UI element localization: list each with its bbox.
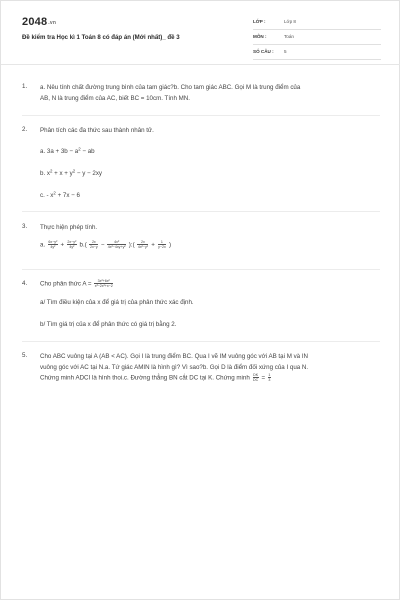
fraction-denominator: 4x²−4xy+y²	[107, 245, 126, 250]
question-number: 3.	[22, 223, 28, 230]
question-text: Thực hiện phép tính.	[40, 224, 98, 231]
operator: +	[60, 241, 65, 249]
fraction	[158, 240, 167, 250]
meta-key-count: SỐ CÂU :	[253, 49, 274, 54]
logo-suffix-text: .vn	[48, 20, 57, 26]
question-line: vuông góc với AC tại N.a. Tứ giác AMIN là hình gì? Vì sao?b. Gọi D là điểm đối xứng của I qua N.	[40, 363, 309, 371]
part-a	[40, 148, 95, 155]
meta-key-subject: MÔN :	[253, 34, 267, 39]
part-b-label: b.	[79, 241, 85, 249]
divider	[22, 115, 380, 116]
operator: +	[151, 241, 155, 249]
fraction	[48, 240, 58, 250]
fraction-numerator: 1	[158, 240, 167, 245]
fraction	[137, 240, 148, 250]
paren: (	[84, 241, 87, 249]
part-ab-formulas	[40, 240, 171, 250]
fraction	[89, 240, 98, 250]
fraction	[67, 240, 77, 250]
exponent: 2	[78, 146, 81, 152]
part-b-text: b. x	[40, 170, 50, 177]
part-c-tail: + 7x − 6	[55, 192, 80, 199]
question-text: Phân tích các đa thức sau thành nhân tử.	[40, 127, 154, 134]
meta-value-count: 5	[284, 49, 287, 54]
question-line: AB, N là trung điểm của AC, biết BC = 10cm. Tính MN.	[40, 94, 190, 102]
part-a-tail: − ab	[80, 148, 95, 155]
paren: ):(	[128, 241, 135, 249]
operator: =	[261, 374, 266, 382]
logo-main-text: 2048	[22, 16, 48, 28]
question-text	[40, 352, 382, 384]
question-number: 2.	[22, 126, 28, 133]
part-a-label: a.	[40, 241, 46, 249]
part-c	[40, 192, 80, 199]
meta-row-subject	[253, 30, 381, 45]
part-a: a/ Tìm điều kiện của x để giá trị của phân thức xác định.	[40, 299, 194, 306]
fraction-numerator: 6x−y²	[48, 240, 58, 244]
question-lead: Cho phân thức A =	[40, 280, 92, 288]
fraction-denominator: DC	[253, 378, 259, 383]
question-text	[40, 83, 382, 104]
question-number: 5.	[22, 352, 28, 359]
page-title: Đề kiểm tra Học kì 1 Toán 8 có đáp án (Mới nhất)_ đề 3	[22, 34, 180, 41]
question-line	[40, 373, 382, 384]
meta-key-class: LỚP :	[253, 19, 266, 24]
fraction-denominator: x³−2x²+x−2	[94, 284, 113, 289]
exponent: 2	[53, 190, 56, 196]
exponent: 2	[72, 168, 76, 174]
meta-value-class: Lớp 8	[284, 19, 296, 24]
fraction-denominator: 4y²	[50, 245, 56, 250]
meta-table	[253, 15, 381, 60]
fraction-denominator: 3	[268, 378, 271, 383]
divider	[22, 269, 380, 270]
fraction-numerator: 4x²	[107, 240, 126, 245]
fraction	[107, 240, 126, 250]
question-line: Cho ABC vuông tại A (AB < AC). Gọi I là trung điểm BC. Qua I vẽ IM vuông góc với AB tại M và IN	[40, 353, 309, 360]
fraction-denominator: 2x−y	[89, 245, 98, 250]
fraction	[94, 279, 113, 289]
fraction	[268, 373, 271, 383]
exponent: 2	[49, 168, 53, 174]
part-b	[40, 170, 102, 177]
fraction-denominator: 4y²	[69, 245, 75, 250]
meta-row-class	[253, 15, 381, 30]
part-b-mid: + x + y	[52, 170, 73, 177]
fraction-numerator: 2x	[89, 240, 98, 245]
fraction-numerator: 1	[268, 373, 271, 377]
question-line: a. Nêu tính chất đường trung bình của tam giác?b. Cho tam giác ABC. Gọi M là trung điểm của	[40, 84, 301, 91]
question-line-text: Chứng minh ADCI là hình thoi.c. Đường thẳng BN cắt DC tại K. Chứng minh	[40, 374, 250, 382]
fraction-numerator: DK	[253, 373, 259, 377]
fraction	[253, 373, 259, 383]
worksheet-header	[1, 1, 400, 65]
divider	[22, 341, 380, 342]
part-c-text: c. - x	[40, 192, 54, 199]
part-b-tail: − y − 2xy	[75, 170, 103, 177]
fraction-denominator: y−2x	[158, 245, 166, 250]
fraction-numerator: 2x	[137, 240, 148, 245]
question-number: 1.	[22, 83, 28, 90]
part-b: b/ Tìm giá trị của x để phân thức có giá trị bằng 2.	[40, 321, 177, 328]
divider	[22, 211, 380, 212]
operator: −	[100, 241, 105, 249]
question-text	[40, 279, 114, 289]
fraction-denominator: 4x²−y²	[137, 245, 148, 250]
meta-value-subject: Toán	[284, 34, 294, 39]
fraction-numerator: 2x−y²	[67, 240, 77, 244]
paren: )	[169, 241, 172, 249]
meta-row-count	[253, 45, 381, 60]
part-a-text: a. 3a + 3b − a	[40, 148, 79, 155]
fraction-numerator: 3x²+6x²	[94, 279, 113, 284]
site-logo[interactable]	[22, 16, 56, 28]
question-number: 4.	[22, 280, 28, 287]
